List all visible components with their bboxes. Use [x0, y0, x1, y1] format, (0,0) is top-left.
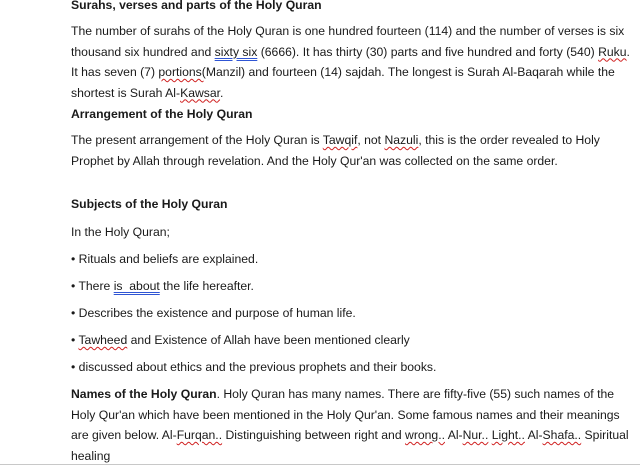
heading-subjects: Subjects of the Holy Quran	[71, 197, 228, 211]
page-bottom-rule	[0, 464, 640, 465]
heading-surahs: Surahs, verses and parts of the Holy Quran	[71, 0, 322, 12]
list-item: • Describes the existence and purpose of human life.	[71, 306, 356, 320]
bullet-icon: •	[71, 306, 76, 320]
bullet-icon: •	[71, 333, 76, 347]
list-item: • Rituals and beliefs are explained.	[71, 252, 259, 266]
list-item: • There is about the life hereafter.	[71, 279, 254, 293]
spelling-underline[interactable]: Light..	[491, 428, 525, 442]
spelling-underline[interactable]: Shafa..	[542, 428, 582, 442]
bullet-icon: •	[71, 252, 76, 266]
spelling-underline[interactable]: Nazuli	[384, 133, 419, 147]
spelling-underline[interactable]: wrong..	[405, 428, 445, 442]
spelling-underline[interactable]: Nur..	[462, 428, 489, 442]
subjects-intro: In the Holy Quran;	[71, 225, 170, 239]
bullet-icon: •	[71, 279, 76, 293]
spelling-underline[interactable]: Tawheed	[78, 333, 128, 347]
bullet-icon: •	[71, 360, 76, 374]
heading-names: Names of the Holy Quran	[71, 387, 217, 401]
heading-arrangement: Arrangement of the Holy Quran	[71, 107, 253, 121]
spelling-underline[interactable]: Tawqif	[322, 133, 358, 147]
spelling-underline[interactable]: Ruku	[598, 44, 627, 59]
spelling-underline[interactable]: Kawsar	[180, 85, 221, 100]
grammar-underline[interactable]: is about	[113, 279, 160, 293]
spelling-underline[interactable]: Furqan..	[176, 428, 223, 442]
paragraph-surahs: The number of surahs of the Holy Quran is one hundred fourteen (114) and the number of verses is six thousand six hundred and sixty six (6666). It has thirty (30) parts and five hundred and forty (540) Ruku. It has seven (7) portions(Manzil) and fourteen (14) sajdah. The longest is Surah Al-Baqarah while the shortest is Surah Al-Kawsar.	[71, 24, 630, 100]
list-item: • discussed about ethics and the previous prophets and their books.	[71, 360, 437, 374]
grammar-underline[interactable]: sixty six	[214, 44, 258, 59]
list-item: • Tawheed and Existence of Allah have been mentioned clearly	[71, 333, 410, 347]
paragraph-arrangement: The present arrangement of the Holy Quran is Tawqif, not Nazuli, this is the order revealed to Holy Prophet by Allah through revelation. And the Holy Qur'an was collected on the same order.	[71, 133, 600, 168]
spelling-underline[interactable]: portions(	[158, 65, 206, 79]
paragraph-names: Names of the Holy Quran. Holy Quran has many names. There are fifty-five (55) such names of the Holy Qur'an which have been mentioned in the Holy Qur'an. Some famous names and their meanings are given below. Al-Furqan.. Distinguishing between right and wrong.. Al-Nur.. Light.. Al-Shafa.. Spiritual healing	[71, 387, 629, 463]
